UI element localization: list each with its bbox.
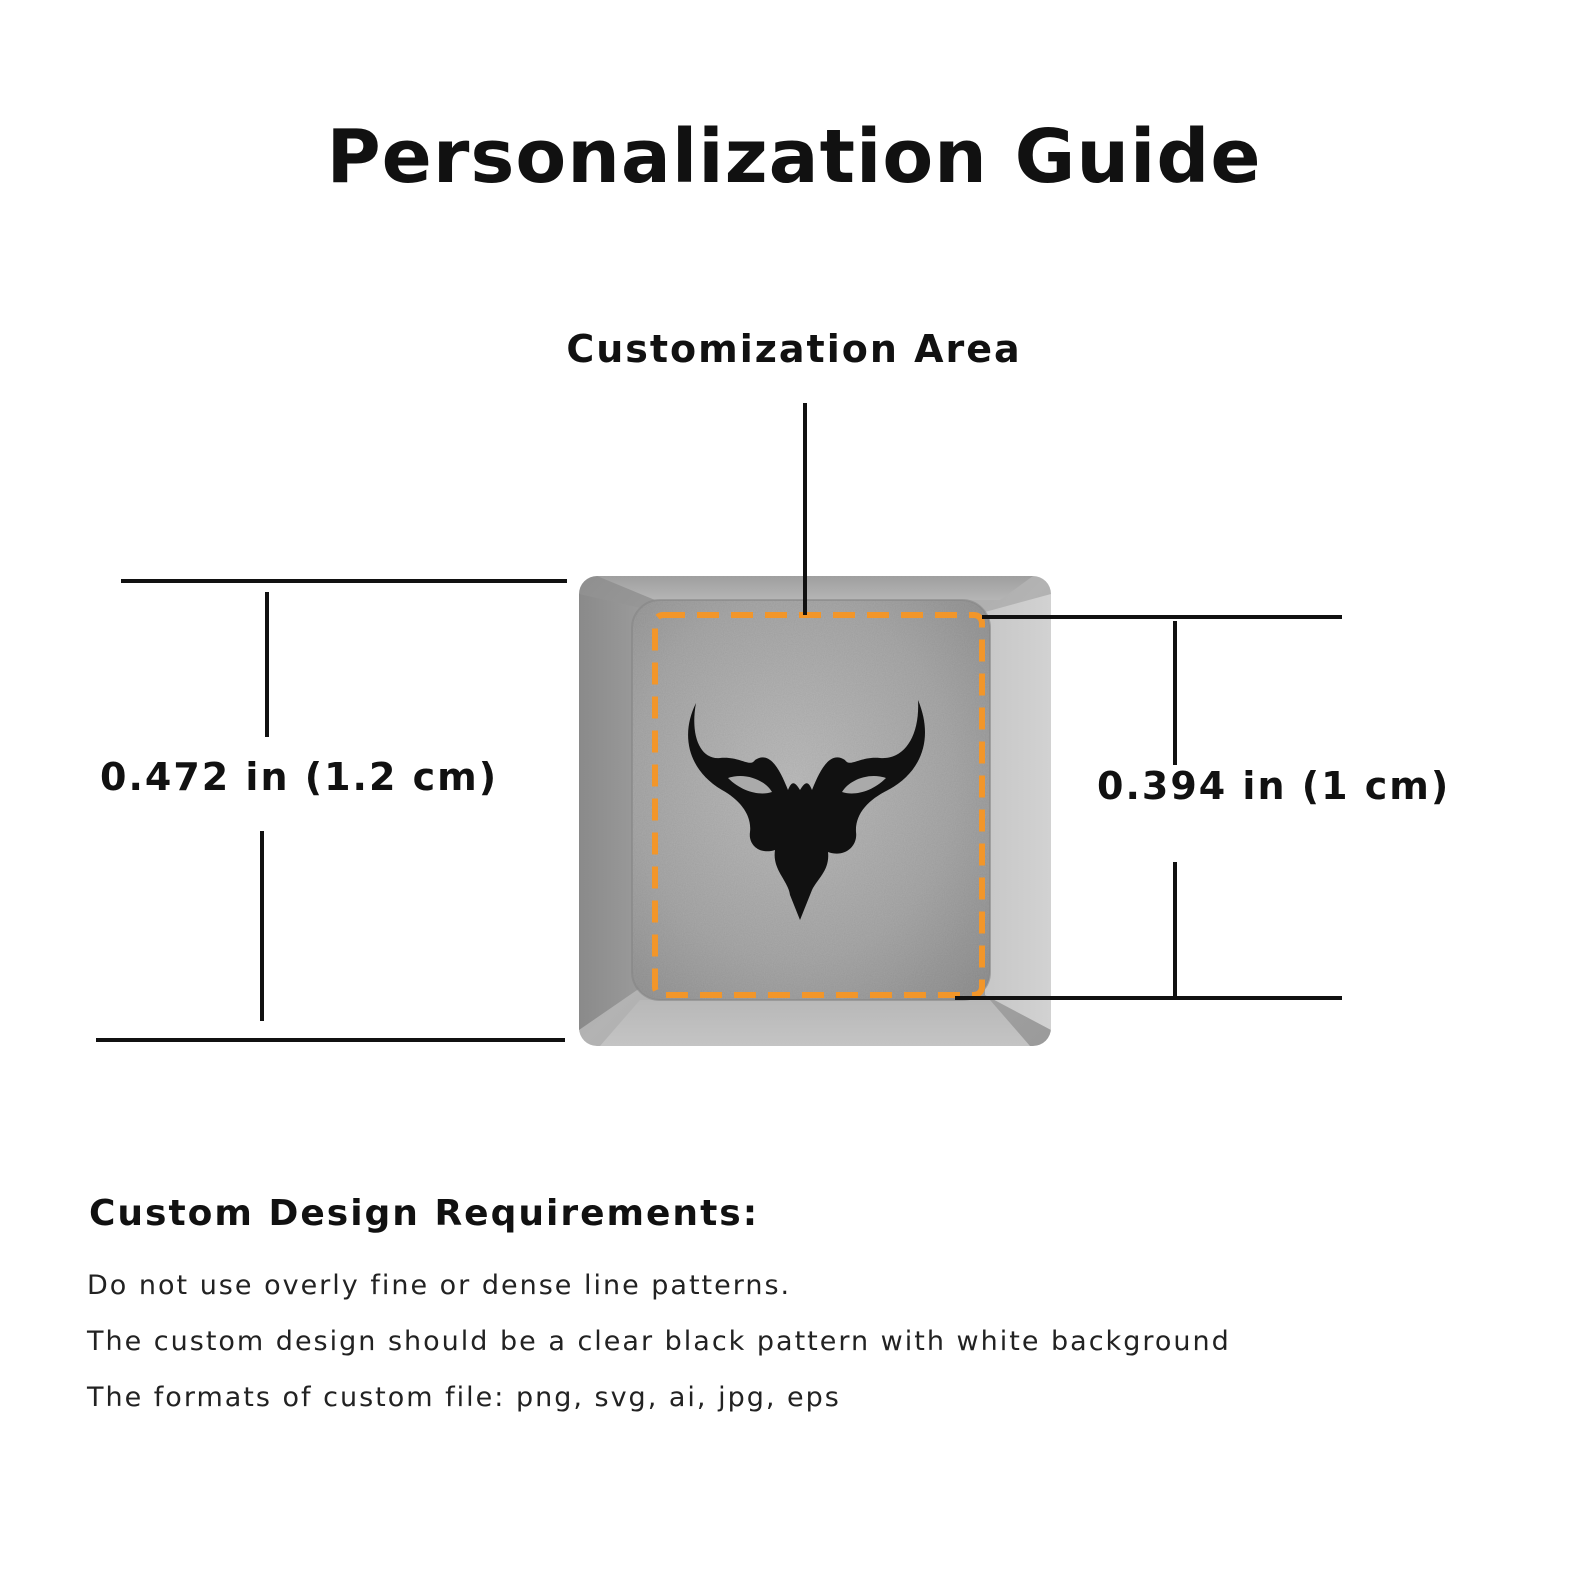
- requirements-heading: Custom Design Requirements:: [89, 1193, 760, 1234]
- area-height-label: 0.394 in (1 cm): [1097, 764, 1451, 808]
- keycap-height-dimension: [96, 581, 567, 1040]
- keycap-height-label: 0.472 in (1.2 cm): [100, 755, 499, 799]
- requirements-list: [87, 1272, 1231, 1440]
- page-title: Personalization Guide: [326, 114, 1262, 200]
- requirement-item: The formats of custom file: png, svg, ai, jpg, eps: [87, 1382, 841, 1413]
- requirement-item: The custom design should be a clear black pattern with white background: [87, 1326, 1231, 1357]
- customization-area-label: Customization Area: [566, 327, 1022, 371]
- requirement-item: Do not use overly fine or dense line patterns.: [87, 1270, 792, 1301]
